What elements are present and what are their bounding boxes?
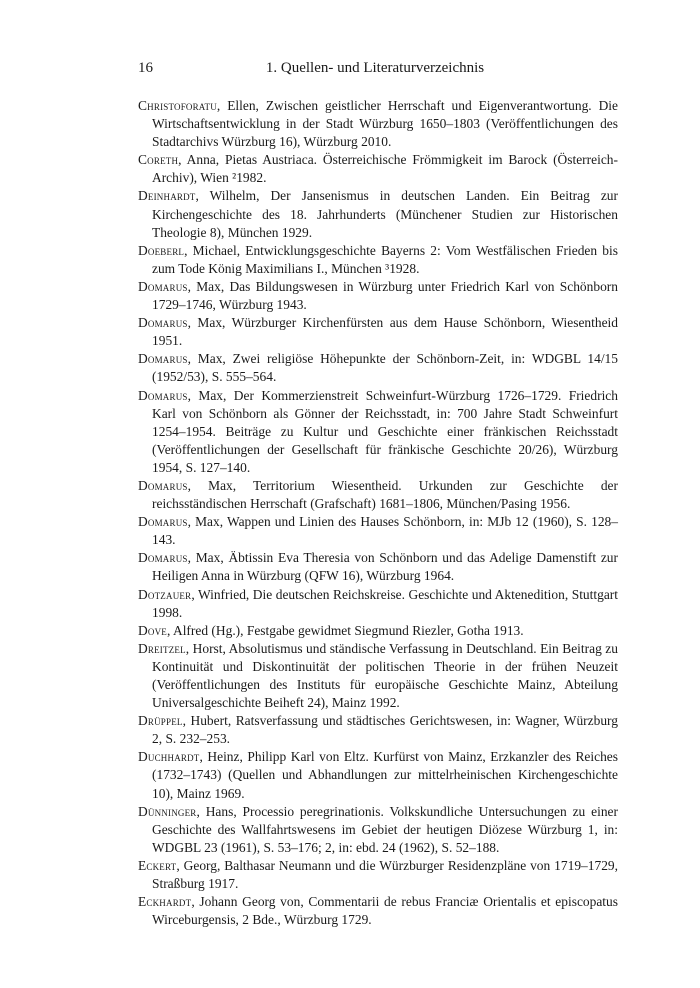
entry-text: , Winfried, Die deutschen Reichskreise. Geschichte und Aktenedition, Stuttgart 1998. bbox=[152, 586, 618, 620]
bibliography-entry bbox=[138, 477, 618, 513]
entry-author: Coreth bbox=[138, 152, 179, 168]
bibliography-entry bbox=[138, 640, 618, 712]
entry-author: Domarus bbox=[138, 278, 188, 294]
entry-author: Eckhardt bbox=[138, 894, 192, 910]
bibliography-entry bbox=[138, 893, 618, 929]
entry-author: Domarus bbox=[138, 550, 188, 566]
entry-text: , Wilhelm, Der Jansenismus in deutschen Landen. Ein Beitrag zur Kirchengeschichte des 18. Jahrhunderts (Münchener Studien zur Historischen Theologie 8), München 1929. bbox=[152, 188, 618, 240]
entry-text: , Max, Zwei religiöse Höhepunkte der Schönborn-Zeit, in: WDGBL 14/15 (1952/53), S. 555–564. bbox=[152, 351, 618, 385]
entry-author: Domarus bbox=[138, 351, 188, 367]
entry-text: , Hubert, Ratsverfassung und städtisches Gerichtswesen, in: Wagner, Würzburg 2, S. 232–253. bbox=[152, 713, 618, 747]
entry-text: , Max, Würzburger Kirchenfürsten aus dem Hause Schönborn, Wiesentheid 1951. bbox=[152, 315, 618, 349]
bibliography-entry bbox=[138, 712, 618, 748]
entry-author: Dreitzel bbox=[138, 640, 186, 656]
bibliography-entry bbox=[138, 350, 618, 386]
entry-author: Duchhardt bbox=[138, 749, 200, 765]
entry-author: Dotzauer bbox=[138, 586, 192, 602]
entry-text: , Heinz, Philipp Karl von Eltz. Kurfürst von Mainz, Erzkanzler des Reiches (1732–1743) (Quellen und Abhandlungen zur mittelrheinischen Kirchengeschichte 10), Mainz 1969. bbox=[152, 749, 618, 801]
bibliography-entry bbox=[138, 748, 618, 802]
entry-text: , Max, Territorium Wiesentheid. Urkunden zur Geschichte der reichsständischen Herrschaft (Grafschaft) 1681–1806, München/Pasing 1956. bbox=[152, 477, 618, 512]
bibliography-list bbox=[138, 97, 618, 929]
bibliography-entry bbox=[138, 151, 618, 187]
entry-author: Eckert bbox=[138, 857, 177, 873]
entry-text: , Alfred (Hg.), Festgabe gewidmet Siegmund Riezler, Gotha 1913. bbox=[167, 622, 524, 638]
bibliography-entry bbox=[138, 622, 618, 640]
bibliography-entry bbox=[138, 387, 618, 477]
bibliography-entry bbox=[138, 278, 618, 314]
entry-author: Domarus bbox=[138, 315, 188, 331]
entry-text: , Max, Das Bildungswesen in Würzburg unter Friedrich Karl von Schönborn 1729–1746, Würzburg 1943. bbox=[152, 278, 618, 313]
entry-text: , Georg, Balthasar Neumann und die Würzburger Residenzpläne von 1719–1729, Straßburg 1917. bbox=[152, 857, 618, 892]
entry-text: , Hans, Processio peregrinationis. Volkskundliche Untersuchungen zu einer Geschichte des Wallfahrtswesens im Gebiet der heutigen Diözese Würzburg 1, in: WDGBL 23 (1961), S. 53–176; 2, in: ebd. 24 (1962), S. 52–188. bbox=[152, 803, 618, 855]
entry-author: Drüppel bbox=[138, 713, 183, 729]
entry-text: , Anna, Pietas Austriaca. Österreichische Frömmigkeit im Barock (Österreich-Archiv), Wien ²1982. bbox=[152, 152, 618, 186]
bibliography-entry bbox=[138, 586, 618, 622]
entry-text: , Max, Der Kommerzienstreit Schweinfurt-Würzburg 1726–1729. Friedrich Karl von Schönborn als Gönner der Reichsstadt, in: 700 Jahre Stadt Schweinfurt 1254–1954. Beiträge zu Kultur und Geschichte einer fränkischen Reichsstadt (Veröffentlichungen der Gesellschaft für fränkische Geschichte 20/26), Würzburg 1954, S. 127–140. bbox=[152, 387, 618, 475]
entry-author: Domarus bbox=[138, 477, 188, 493]
running-head: 1. Quellen- und Literaturverzeichnis bbox=[265, 60, 485, 76]
bibliography-entry bbox=[138, 803, 618, 857]
entry-author: Deinhardt bbox=[138, 188, 196, 204]
bibliography-entry bbox=[138, 549, 618, 585]
bibliography-entry bbox=[138, 242, 618, 278]
entry-text: , Max, Äbtissin Eva Theresia von Schönborn und das Adelige Damenstift zur Heiligen Anna in Würzburg (QFW 16), Würzburg 1964. bbox=[152, 550, 618, 584]
entry-text: , Michael, Entwicklungsgeschichte Bayerns 2: Vom Westfälischen Frieden bis zum Tode König Maximilians I., München ³1928. bbox=[152, 242, 618, 276]
entry-author: Christoforatu bbox=[138, 98, 217, 113]
bibliography-entry bbox=[138, 187, 618, 241]
bibliography-entry bbox=[138, 97, 618, 151]
entry-author: Doeberl bbox=[138, 242, 185, 258]
bibliography-entry bbox=[138, 513, 618, 549]
entry-text: , Ellen, Zwischen geistlicher Herrschaft und Eigenverantwortung. Die Wirtschaftsentwicklung in der Stadt Würzburg 1650–1803 (Veröffentlichungen des Stadtarchivs Würzburg 16), Würzburg 2010. bbox=[152, 98, 618, 150]
entry-author: Domarus bbox=[138, 387, 188, 403]
entry-text: , Johann Georg von, Commentarii de rebus Franciæ Orientalis et episcopatus Wirceburgensis, 2 Bde., Würzburg 1729. bbox=[152, 894, 618, 928]
bibliography-entry bbox=[138, 314, 618, 350]
entry-author: Domarus bbox=[138, 514, 188, 530]
entry-text: , Horst, Absolutismus und ständische Verfassung in Deutschland. Ein Beitrag zu Kontinuität und Diskontinuität der politischen Theorie in der frühen Neuzeit (Veröffentlichungen des Instituts für europäische Geschichte Mainz, Abteilung Universalgeschichte Beiheft 24), Mainz 1992. bbox=[152, 640, 618, 711]
entry-author: Dünninger bbox=[138, 803, 197, 819]
bibliography-entry bbox=[138, 857, 618, 893]
entry-author: Dove bbox=[138, 622, 168, 638]
page-number: 16 bbox=[138, 60, 153, 76]
entry-text: , Max, Wappen und Linien des Hauses Schönborn, in: MJb 12 (1960), S. 128–143. bbox=[152, 514, 618, 548]
